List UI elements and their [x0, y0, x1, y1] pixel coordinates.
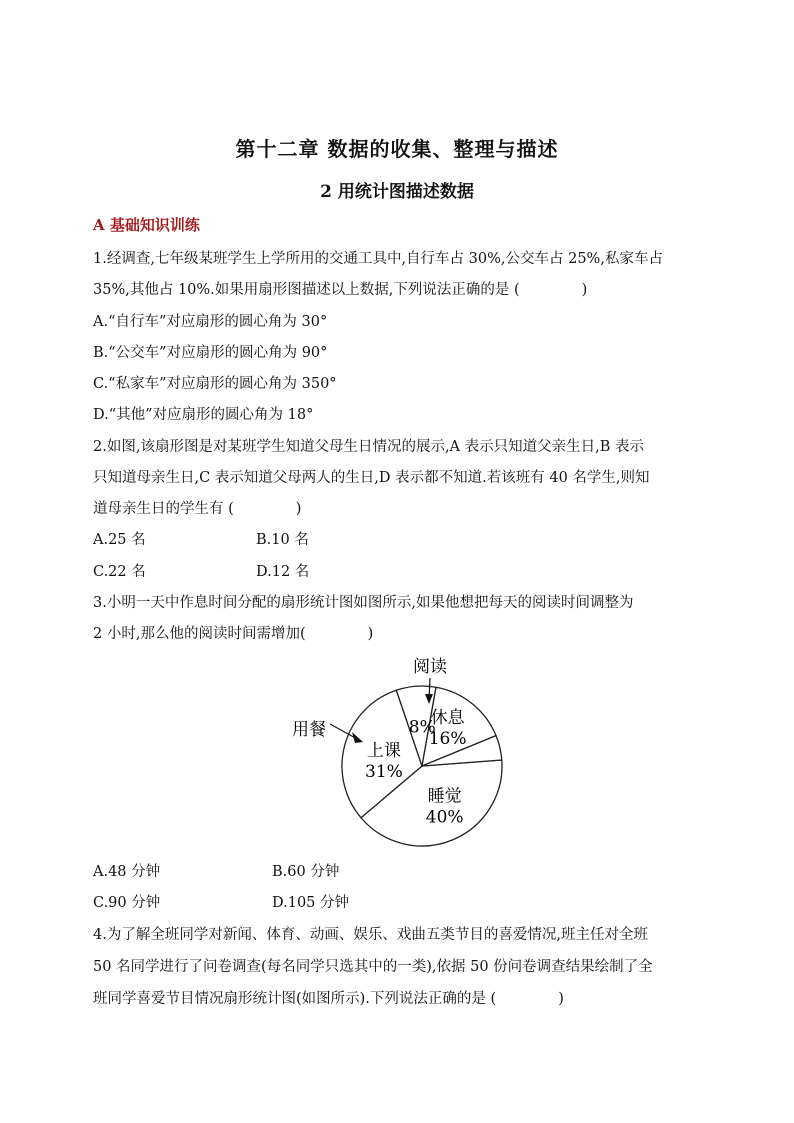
- q1-option-a: A.“自行车”对应扇形的圆心角为 30°: [93, 314, 328, 330]
- q2-line2: 只知道母亲生日,C 表示知道父母两人的生日,D 表示都不知道.若该班有 40 名学生,则知: [93, 470, 650, 486]
- reading-callout-label: 阅读: [413, 657, 447, 677]
- level-label: A 基础知识训练: [93, 216, 200, 234]
- q2-option-a: A.25 名: [93, 532, 146, 548]
- q3-option-b: B.60 分钟: [272, 864, 340, 880]
- q4-line2: 50 名同学进行了问卷调查(每名同学只选其中的一类),依据 50 份问卷调查结果绘制了全: [93, 959, 653, 975]
- q2-option-c: C.22 名: [93, 564, 146, 580]
- slice-percent: 16%: [428, 728, 467, 749]
- q1-line1: 1.经调查,七年级某班学生上学所用的交通工具中,自行车占 30%,公交车占 25%,私家车占: [93, 251, 663, 267]
- slice-label: 睡觉: [427, 786, 462, 807]
- slice-label: 上课: [366, 740, 401, 761]
- q2-line3: 道母亲生日的学生有 ( ): [93, 501, 302, 517]
- slice-label: 休息: [430, 707, 465, 728]
- q4-line1: 4.为了解全班同学对新闻、体育、动画、娱乐、戏曲五类节目的喜爱情况,班主任对全班: [93, 927, 648, 943]
- meal-callout-label: 用餐: [292, 720, 326, 740]
- pie-chart: [275, 648, 505, 848]
- q4-line3: 班同学喜爱节目情况扇形统计图(如图所示).下列说法正确的是 ( ): [93, 991, 564, 1007]
- section-title: 2 用统计图描述数据: [320, 182, 474, 202]
- q3-line2: 2 小时,那么他的阅读时间需增加( ): [93, 626, 374, 642]
- q1-option-c: C.“私家车”对应扇形的圆心角为 350°: [93, 376, 337, 392]
- q3-option-d: D.105 分钟: [272, 895, 350, 911]
- q2-option-d: D.12 名: [256, 564, 310, 580]
- slice-percent: 8%: [408, 717, 436, 738]
- q1-line2: 35%,其他占 10%.如果用扇形图描述以上数据,下列说法正确的是 ( ): [93, 282, 588, 298]
- slice-percent: 31%: [365, 761, 403, 782]
- q3-option-a: A.48 分钟: [93, 864, 161, 880]
- slice-percent: 40%: [425, 807, 464, 828]
- q3-line1: 3.小明一天中作息时间分配的扇形统计图如图所示,如果他想把每天的阅读时间调整为: [93, 595, 634, 611]
- q1-option-b: B.“公交车”对应扇形的圆心角为 90°: [93, 345, 328, 361]
- q2-line1: 2.如图,该扇形图是对某班学生知道父母生日情况的展示,A 表示只知道父亲生日,B 表示: [93, 439, 645, 455]
- q2-option-b: B.10 名: [256, 532, 309, 548]
- q1-option-d: D.“其他”对应扇形的圆心角为 18°: [93, 407, 314, 423]
- q3-option-c: C.90 分钟: [93, 895, 161, 911]
- chapter-title: 第十二章 数据的收集、整理与描述: [235, 137, 559, 161]
